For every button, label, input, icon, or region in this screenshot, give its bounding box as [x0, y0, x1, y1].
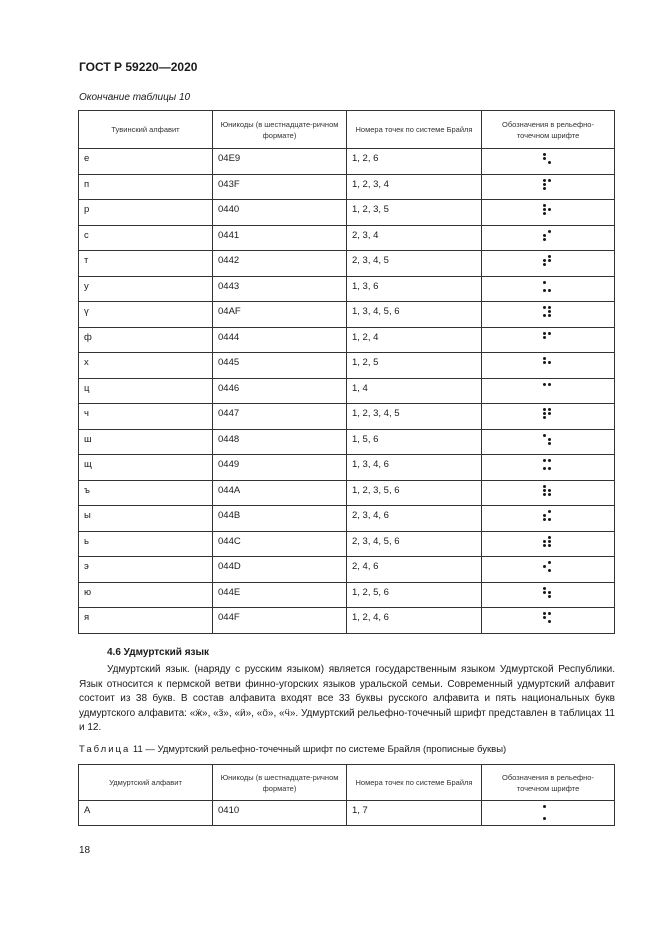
dots-cell: 2, 4, 6 [347, 557, 482, 583]
table-row [79, 557, 615, 583]
braille-cell [482, 378, 615, 404]
braille-pattern [543, 204, 555, 218]
braille-dot [543, 518, 546, 521]
braille-pattern [543, 434, 555, 448]
unicode-cell: 0444 [213, 327, 347, 353]
letter-cell: ц [79, 378, 213, 404]
table-10-body [79, 149, 615, 634]
column-header-alphabet: Удмуртский алфавит [79, 765, 213, 801]
dots-cell: 1, 2, 3, 4, 5 [347, 404, 482, 430]
braille-dot [548, 467, 551, 470]
braille-cell [482, 276, 615, 302]
braille-pattern [543, 612, 555, 626]
braille-cell [482, 251, 615, 277]
dots-cell: 1, 2, 5 [347, 353, 482, 379]
table-row [79, 353, 615, 379]
braille-cell [482, 608, 615, 634]
table-row [79, 251, 615, 277]
braille-dot [543, 485, 546, 488]
letter-cell: А [79, 801, 213, 826]
braille-cell [482, 531, 615, 557]
unicode-cell: 0446 [213, 378, 347, 404]
braille-dot [548, 442, 551, 445]
braille-dot [548, 620, 551, 623]
dots-cell: 1, 2, 5, 6 [347, 582, 482, 608]
table-row [79, 608, 615, 634]
braille-pattern [543, 536, 555, 550]
letter-cell: ы [79, 506, 213, 532]
unicode-cell: 04AF [213, 302, 347, 328]
unicode-cell: 0410 [213, 801, 347, 826]
unicode-cell: 044B [213, 506, 347, 532]
dots-cell: 2, 3, 4, 5, 6 [347, 531, 482, 557]
braille-dot [543, 281, 546, 284]
braille-dot [543, 357, 546, 360]
unicode-cell: 0448 [213, 429, 347, 455]
braille-dot [548, 412, 551, 415]
braille-pattern [543, 510, 555, 524]
unicode-cell: 0441 [213, 225, 347, 251]
column-header-alphabet: Тувинский алфавит [79, 111, 213, 149]
braille-cell [482, 327, 615, 353]
braille-dot [548, 591, 551, 594]
braille-dot [548, 179, 551, 182]
braille-dot [548, 310, 551, 313]
page-number: 18 [79, 845, 91, 856]
braille-dot [543, 306, 546, 309]
braille-cell [482, 225, 615, 251]
braille-cell [482, 200, 615, 226]
braille-pattern [543, 255, 555, 269]
braille-cell [482, 429, 615, 455]
letter-cell: э [79, 557, 213, 583]
column-header-dots: Номера точек по системе Брайля [347, 765, 482, 801]
braille-dot [543, 514, 546, 517]
braille-dot [543, 493, 546, 496]
braille-dot [543, 263, 546, 266]
braille-cell [482, 353, 615, 379]
braille-dot [543, 459, 546, 462]
braille-pattern [543, 357, 555, 371]
braille-dot [548, 361, 551, 364]
unicode-cell: 0442 [213, 251, 347, 277]
braille-dot [543, 208, 546, 211]
letter-cell: ф [79, 327, 213, 353]
column-header-unicode: Юникоды (в шестнадцате-ричном формате) [213, 111, 347, 149]
table-row [79, 429, 615, 455]
braille-dot [543, 544, 546, 547]
dots-cell: 1, 3, 6 [347, 276, 482, 302]
braille-pattern [543, 408, 555, 422]
column-header-braille: Обозначения в рельефно-точечном шрифте [482, 765, 615, 801]
unicode-cell: 0449 [213, 455, 347, 481]
dots-cell: 1, 3, 4, 5, 6 [347, 302, 482, 328]
table-10-caption: Окончание таблицы 10 [79, 92, 191, 103]
table-row [79, 378, 615, 404]
dots-cell: 2, 3, 4, 6 [347, 506, 482, 532]
braille-dot [548, 489, 551, 492]
braille-cell [482, 480, 615, 506]
braille-pattern [543, 153, 555, 167]
table-header-row [79, 111, 615, 149]
unicode-cell: 044D [213, 557, 347, 583]
table-row [79, 149, 615, 175]
table-11-body [79, 801, 615, 826]
braille-dot [543, 434, 546, 437]
table-11-caption [79, 744, 506, 755]
braille-dot [548, 332, 551, 335]
braille-dot [543, 817, 546, 820]
letter-cell: т [79, 251, 213, 277]
letter-cell: с [79, 225, 213, 251]
braille-dot [543, 616, 546, 619]
braille-pattern [543, 587, 555, 601]
braille-dot [543, 204, 546, 207]
table-header-row [79, 765, 615, 801]
table-row [79, 327, 615, 353]
braille-dot [548, 161, 551, 164]
braille-dot [548, 536, 551, 539]
braille-dot [543, 259, 546, 262]
table-row [79, 174, 615, 200]
braille-cell [482, 506, 615, 532]
table-row [79, 801, 615, 826]
unicode-cell: 0445 [213, 353, 347, 379]
braille-dot [543, 234, 546, 237]
braille-cell [482, 582, 615, 608]
letter-cell: я [79, 608, 213, 634]
section-title: 4.6 Удмуртский язык [107, 647, 210, 658]
braille-dot [543, 467, 546, 470]
letter-cell: ю [79, 582, 213, 608]
braille-dot [543, 489, 546, 492]
dots-cell: 1, 2, 3, 5, 6 [347, 480, 482, 506]
braille-dot [548, 595, 551, 598]
letter-cell: ч [79, 404, 213, 430]
braille-cell [482, 302, 615, 328]
braille-dot [548, 314, 551, 317]
braille-pattern [543, 383, 555, 397]
table-row [79, 225, 615, 251]
dots-cell: 1, 2, 4 [347, 327, 482, 353]
braille-dot [543, 416, 546, 419]
letter-cell: ү [79, 302, 213, 328]
unicode-cell: 0447 [213, 404, 347, 430]
letter-cell: х [79, 353, 213, 379]
letter-cell: е [79, 149, 213, 175]
table-11-caption-label: Таблица [79, 744, 131, 755]
braille-dot [543, 187, 546, 190]
dots-cell: 1, 2, 6 [347, 149, 482, 175]
dots-cell: 2, 3, 4, 5 [347, 251, 482, 277]
braille-dot [548, 255, 551, 258]
braille-dot [548, 569, 551, 572]
dots-cell: 1, 7 [347, 801, 482, 826]
braille-pattern [543, 561, 555, 575]
table-row [79, 200, 615, 226]
braille-dot [548, 408, 551, 411]
braille-dot [543, 412, 546, 415]
dots-cell: 2, 3, 4 [347, 225, 482, 251]
table-row [79, 506, 615, 532]
braille-dot [543, 332, 546, 335]
letter-cell: ш [79, 429, 213, 455]
braille-dot [543, 289, 546, 292]
dots-cell: 1, 2, 3, 5 [347, 200, 482, 226]
unicode-cell: 044E [213, 582, 347, 608]
unicode-cell: 044F [213, 608, 347, 634]
braille-dot [543, 565, 546, 568]
braille-dot [548, 493, 551, 496]
unicode-cell: 0440 [213, 200, 347, 226]
letter-cell: п [79, 174, 213, 200]
letter-cell: щ [79, 455, 213, 481]
letter-cell: у [79, 276, 213, 302]
braille-pattern [543, 306, 555, 320]
braille-cell [482, 455, 615, 481]
braille-pattern [543, 332, 555, 346]
braille-dot [543, 314, 546, 317]
column-header-dots: Номера точек по системе Брайля [347, 111, 482, 149]
braille-pattern [543, 179, 555, 193]
braille-dot [543, 157, 546, 160]
braille-cell [482, 801, 615, 826]
braille-cell [482, 174, 615, 200]
braille-dot [548, 510, 551, 513]
braille-pattern [543, 485, 555, 499]
dots-cell: 1, 5, 6 [347, 429, 482, 455]
braille-dot [548, 306, 551, 309]
section-paragraph: Удмуртский язык. (наряду с русским языком) является государственным языком Удмуртской Республики. Язык относится к пермской ветви финно-угорских языков уральской семьи. Современный удмуртский алфавит состоит из 38 букв. В состав алфавита входят все 33 буквы русского алфавита и пять национальных букв удмуртского алфавита: «ӝ», «ӟ», «ӥ», «ӧ», «ӵ». Удмуртский рельефно-точечный шрифт представлен в таблицах 11 и 12. [79, 664, 615, 733]
table-row [79, 455, 615, 481]
braille-dot [548, 208, 551, 211]
table-11-caption-text: 11 — Удмуртский рельефно-точечный шрифт по системе Брайля (прописные буквы) [130, 744, 507, 755]
braille-dot [548, 612, 551, 615]
braille-dot [543, 591, 546, 594]
braille-dot [543, 238, 546, 241]
unicode-cell: 0443 [213, 276, 347, 302]
document-header: ГОСТ Р 59220—2020 [79, 60, 198, 74]
braille-dot [543, 183, 546, 186]
braille-pattern [543, 805, 555, 819]
dots-cell: 1, 2, 4, 6 [347, 608, 482, 634]
braille-dot [543, 179, 546, 182]
unicode-cell: 044C [213, 531, 347, 557]
dots-cell: 1, 3, 4, 6 [347, 455, 482, 481]
letter-cell: ь [79, 531, 213, 557]
braille-dot [548, 289, 551, 292]
column-header-unicode: Юникоды (в шестнадцате-ричном формате) [213, 765, 347, 801]
braille-dot [548, 561, 551, 564]
braille-dot [548, 544, 551, 547]
braille-pattern [543, 281, 555, 295]
braille-dot [548, 383, 551, 386]
braille-dot [548, 230, 551, 233]
braille-dot [543, 153, 546, 156]
braille-dot [548, 518, 551, 521]
braille-dot [543, 361, 546, 364]
braille-pattern [543, 459, 555, 473]
braille-dot [548, 259, 551, 262]
table-11 [78, 764, 615, 826]
braille-dot [543, 587, 546, 590]
unicode-cell: 043F [213, 174, 347, 200]
braille-pattern [543, 230, 555, 244]
unicode-cell: 044A [213, 480, 347, 506]
braille-dot [543, 408, 546, 411]
braille-dot [543, 805, 546, 808]
table-row [79, 302, 615, 328]
table-row [79, 276, 615, 302]
braille-dot [548, 459, 551, 462]
table-row [79, 582, 615, 608]
table-10 [78, 110, 615, 634]
braille-dot [543, 540, 546, 543]
column-header-braille: Обозначения в рельефно-точечном шрифте [482, 111, 615, 149]
braille-dot [543, 336, 546, 339]
dots-cell: 1, 4 [347, 378, 482, 404]
braille-dot [548, 438, 551, 441]
unicode-cell: 04E9 [213, 149, 347, 175]
letter-cell: ъ [79, 480, 213, 506]
braille-dot [548, 540, 551, 543]
table-row [79, 404, 615, 430]
braille-dot [543, 212, 546, 215]
braille-cell [482, 404, 615, 430]
braille-dot [543, 383, 546, 386]
table-row [79, 480, 615, 506]
table-row [79, 531, 615, 557]
braille-cell [482, 149, 615, 175]
braille-dot [543, 612, 546, 615]
dots-cell: 1, 2, 3, 4 [347, 174, 482, 200]
letter-cell: р [79, 200, 213, 226]
braille-cell [482, 557, 615, 583]
